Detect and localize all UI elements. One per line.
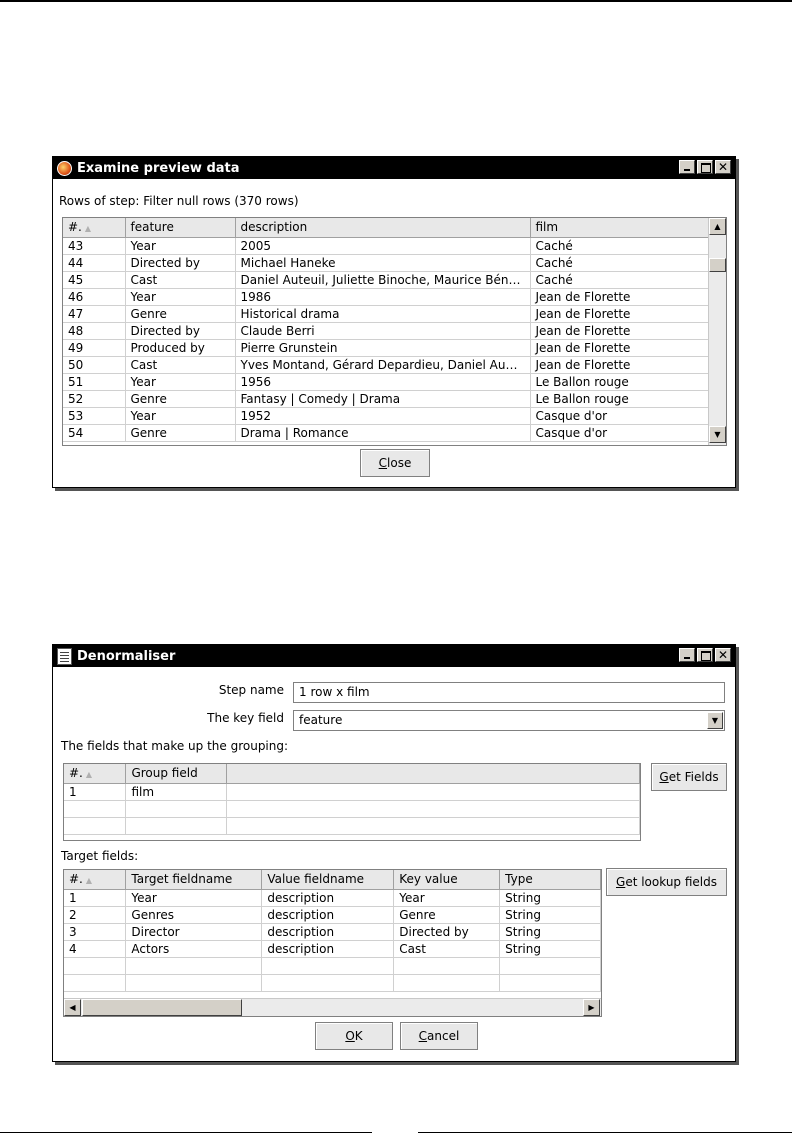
preview-cell[interactable]: Cast — [125, 356, 235, 373]
scroll-right-icon[interactable]: ▶ — [583, 999, 600, 1016]
grouping-cell[interactable] — [64, 817, 126, 834]
target-cell[interactable]: description — [262, 940, 394, 957]
target-cell[interactable]: Year — [126, 889, 262, 906]
cancel-button[interactable] — [400, 1022, 478, 1050]
grouping-cell[interactable]: film — [126, 783, 227, 800]
close-button-label: lose — [387, 456, 412, 470]
target-col-header-label: Target fieldname — [131, 872, 233, 887]
preview-cell[interactable]: Jean de Florette — [530, 339, 708, 356]
preview-row[interactable] — [63, 356, 708, 373]
target-cell[interactable]: Directed by — [394, 923, 500, 940]
preview-row[interactable] — [63, 322, 708, 339]
sort-arrow-icon: ▲ — [85, 876, 93, 886]
preview-cell[interactable]: Le Ballon rouge — [530, 390, 708, 407]
grouping-cell[interactable] — [126, 817, 227, 834]
grouping-grid — [63, 763, 641, 841]
preview-col-header[interactable] — [235, 218, 530, 237]
preview-cell[interactable]: Caché — [530, 271, 708, 288]
target-cell[interactable] — [64, 974, 126, 991]
get-lookup-label: et lookup fields — [625, 875, 717, 889]
preview-cell[interactable]: Drama | Romance — [235, 424, 530, 441]
step-name-input[interactable]: 1 row x film — [293, 682, 725, 703]
preview-window-title: Examine preview data — [77, 160, 240, 176]
target-col-header[interactable] — [126, 870, 262, 889]
preview-cell[interactable]: 46 — [63, 288, 125, 305]
preview-cell[interactable]: Year — [125, 373, 235, 390]
preview-row[interactable] — [63, 424, 708, 441]
grouping-row[interactable] — [64, 800, 640, 817]
preview-cell[interactable]: Casque d'or — [530, 407, 708, 424]
target-row[interactable] — [64, 957, 601, 974]
target-cell[interactable]: Year — [394, 889, 500, 906]
target-row[interactable] — [64, 974, 601, 991]
preview-cell[interactable]: Claude Berri — [235, 322, 530, 339]
preview-cell[interactable]: 53 — [63, 407, 125, 424]
preview-cell[interactable]: 48 — [63, 322, 125, 339]
preview-cell[interactable]: 54 — [63, 424, 125, 441]
preview-cell[interactable]: Le Ballon rouge — [530, 373, 708, 390]
target-col-header-label: Value fieldname — [267, 872, 365, 887]
target-col-header[interactable] — [262, 870, 394, 889]
target-cell[interactable] — [126, 974, 262, 991]
cancel-label: ancel — [427, 1029, 460, 1043]
preview-cell[interactable]: Year — [125, 407, 235, 424]
grouping-header-row — [64, 764, 640, 783]
preview-cell[interactable]: Pierre Grunstein — [235, 339, 530, 356]
page-bottom-rule-left — [0, 1132, 372, 1133]
get-lookup-fields-button[interactable] — [606, 868, 727, 896]
target-cell[interactable] — [126, 957, 262, 974]
preview-cell[interactable]: 51 — [63, 373, 125, 390]
preview-cell[interactable]: Year — [125, 288, 235, 305]
target-cell[interactable]: 4 — [64, 940, 126, 957]
preview-col-header-label: #. — [68, 220, 82, 235]
preview-cell[interactable]: 52 — [63, 390, 125, 407]
target-cell[interactable] — [262, 957, 394, 974]
preview-row[interactable] — [63, 373, 708, 390]
scroll-left-icon[interactable]: ◀ — [64, 999, 81, 1016]
grouping-table — [64, 764, 640, 835]
preview-row[interactable] — [63, 271, 708, 288]
preview-row[interactable] — [63, 305, 708, 322]
preview-grid — [62, 217, 727, 446]
preview-col-header[interactable] — [530, 218, 708, 237]
target-row[interactable] — [64, 889, 601, 906]
target-col-header-label: #. — [69, 872, 83, 887]
target-col-header-label: Type — [505, 872, 533, 887]
preview-table — [63, 218, 709, 442]
preview-cell[interactable]: Caché — [530, 237, 708, 254]
grouping-cell[interactable]: 1 — [64, 783, 126, 800]
scroll-thumb[interactable] — [709, 258, 726, 272]
preview-cell[interactable]: Genre — [125, 424, 235, 441]
minimize-icon[interactable] — [679, 160, 695, 174]
grouping-cell[interactable] — [126, 800, 227, 817]
target-cell[interactable] — [262, 974, 394, 991]
preview-cell[interactable]: 1986 — [235, 288, 530, 305]
preview-cell[interactable]: 1956 — [235, 373, 530, 390]
preview-cell[interactable]: Jean de Florette — [530, 356, 708, 373]
preview-cell[interactable]: 1952 — [235, 407, 530, 424]
preview-cell[interactable]: Directed by — [125, 254, 235, 271]
grouping-row[interactable] — [64, 783, 640, 800]
close-button[interactable] — [360, 449, 430, 477]
target-col-header[interactable] — [64, 870, 126, 889]
preview-cell[interactable]: Directed by — [125, 322, 235, 339]
key-field-label: The key field — [207, 711, 284, 725]
target-cell[interactable]: 3 — [64, 923, 126, 940]
preview-cell[interactable]: 43 — [63, 237, 125, 254]
target-cell[interactable]: String — [500, 923, 601, 940]
close-button-mnemonic: C — [378, 456, 388, 470]
page-top-rule — [0, 0, 792, 2]
target-fields-label: Target fields: — [61, 849, 139, 863]
minimize-icon[interactable] — [679, 648, 695, 662]
preview-col-header[interactable] — [125, 218, 235, 237]
sort-arrow-icon: ▲ — [85, 770, 93, 780]
preview-vertical-scrollbar[interactable] — [708, 218, 727, 445]
preview-col-header-label: film — [535, 220, 559, 235]
preview-cell[interactable]: Fantasy | Comedy | Drama — [235, 390, 530, 407]
target-cell[interactable]: Genres — [126, 906, 262, 923]
grouping-cell[interactable] — [227, 800, 640, 817]
preview-cell[interactable]: Produced by — [125, 339, 235, 356]
grouping-col-header-label: #. — [69, 766, 83, 781]
target-cell[interactable] — [394, 957, 500, 974]
grouping-col-header[interactable] — [227, 764, 640, 783]
preview-cell[interactable]: 44 — [63, 254, 125, 271]
ok-button[interactable] — [315, 1022, 393, 1050]
grouping-label: The fields that make up the grouping: — [61, 739, 289, 753]
target-col-header[interactable] — [394, 870, 500, 889]
target-cell[interactable]: 1 — [64, 889, 126, 906]
preview-cell[interactable]: Jean de Florette — [530, 322, 708, 339]
target-cell[interactable]: String — [500, 940, 601, 957]
denormaliser-window-title: Denormaliser — [77, 648, 176, 664]
preview-row[interactable] — [63, 407, 708, 424]
preview-window — [52, 156, 736, 488]
ok-mnemonic: O — [345, 1029, 355, 1043]
get-fields-mnemonic: G — [659, 770, 669, 784]
close-icon[interactable]: ✕ — [715, 160, 731, 174]
target-horizontal-scrollbar[interactable] — [64, 998, 601, 1016]
maximize-icon[interactable] — [697, 648, 713, 662]
preview-cell[interactable]: Cast — [125, 271, 235, 288]
sort-arrow-icon: ▲ — [84, 224, 92, 234]
preview-row[interactable] — [63, 390, 708, 407]
ok-label: K — [354, 1029, 363, 1043]
step-name-label: Step name — [218, 683, 284, 697]
target-cell[interactable] — [500, 974, 601, 991]
preview-cell[interactable]: 47 — [63, 305, 125, 322]
h-scroll-thumb[interactable] — [82, 999, 242, 1016]
cancel-mnemonic: C — [418, 1029, 428, 1043]
target-grid — [63, 869, 602, 1017]
preview-cell[interactable]: 50 — [63, 356, 125, 373]
target-cell[interactable]: Genre — [394, 906, 500, 923]
preview-header-row — [63, 218, 708, 237]
scroll-down-icon[interactable]: ▼ — [709, 426, 726, 443]
target-cell[interactable] — [64, 957, 126, 974]
get-lookup-mnemonic: G — [616, 875, 626, 889]
target-row[interactable] — [64, 940, 601, 957]
target-cell[interactable]: String — [500, 906, 601, 923]
denormaliser-titlebar[interactable] — [53, 645, 735, 667]
target-cell[interactable]: String — [500, 889, 601, 906]
preview-cell[interactable]: Daniel Auteuil, Juliette Binoche, Maurice Bén… — [235, 271, 530, 288]
preview-cell[interactable]: Jean de Florette — [530, 288, 708, 305]
grouping-cell[interactable] — [64, 800, 126, 817]
target-table — [64, 870, 601, 992]
target-cell[interactable]: description — [262, 923, 394, 940]
close-icon[interactable]: ✕ — [715, 648, 731, 662]
preview-titlebar[interactable] — [53, 157, 735, 179]
grouping-col-header[interactable] — [126, 764, 227, 783]
target-header-row — [64, 870, 601, 889]
target-cell[interactable]: 2 — [64, 906, 126, 923]
grouping-col-header-label: Group field — [131, 766, 198, 781]
preview-cell[interactable]: Caché — [530, 254, 708, 271]
denormaliser-window — [52, 644, 736, 1062]
preview-cell[interactable]: Yves Montand, Gérard Depardieu, Daniel Au… — [235, 356, 530, 373]
preview-row[interactable] — [63, 288, 708, 305]
preview-cell[interactable]: Historical drama — [235, 305, 530, 322]
rows-of-step-label: Rows of step: Filter null rows (370 rows) — [59, 194, 299, 208]
target-row[interactable] — [64, 906, 601, 923]
target-row[interactable] — [64, 923, 601, 940]
get-fields-button[interactable] — [651, 763, 727, 791]
preview-cell[interactable]: Genre — [125, 305, 235, 322]
maximize-icon[interactable] — [697, 160, 713, 174]
target-col-header-label: Key value — [399, 872, 458, 887]
preview-cell[interactable]: 49 — [63, 339, 125, 356]
page-bottom-rule-right — [418, 1132, 792, 1133]
target-col-header[interactable] — [500, 870, 601, 889]
get-fields-label: et Fields — [668, 770, 719, 784]
window-controls — [679, 160, 731, 174]
window-controls — [679, 648, 731, 662]
key-field-value: feature — [299, 713, 343, 727]
preview-row[interactable] — [63, 339, 708, 356]
grouping-cell[interactable] — [227, 783, 640, 800]
preview-col-header-label: description — [240, 220, 308, 235]
preview-cell[interactable]: Jean de Florette — [530, 305, 708, 322]
preview-cell[interactable]: Genre — [125, 390, 235, 407]
chevron-down-icon[interactable]: ▼ — [707, 712, 723, 729]
preview-cell[interactable]: 2005 — [235, 237, 530, 254]
target-cell[interactable] — [500, 957, 601, 974]
target-cell[interactable]: Actors — [126, 940, 262, 957]
grouping-cell[interactable] — [227, 817, 640, 834]
key-field-select[interactable] — [293, 710, 725, 731]
grouping-col-header[interactable] — [64, 764, 126, 783]
scroll-up-icon[interactable]: ▲ — [709, 218, 726, 235]
preview-cell[interactable]: Casque d'or — [530, 424, 708, 441]
preview-row[interactable] — [63, 254, 708, 271]
preview-col-header[interactable] — [63, 218, 125, 237]
target-cell[interactable]: description — [262, 889, 394, 906]
target-cell[interactable]: description — [262, 906, 394, 923]
target-cell[interactable]: Cast — [394, 940, 500, 957]
preview-cell[interactable]: 45 — [63, 271, 125, 288]
app-icon — [57, 161, 72, 176]
preview-row[interactable] — [63, 237, 708, 254]
preview-cell[interactable]: Michael Haneke — [235, 254, 530, 271]
preview-cell[interactable]: Year — [125, 237, 235, 254]
step-icon — [57, 648, 72, 665]
target-cell[interactable]: Director — [126, 923, 262, 940]
grouping-row[interactable] — [64, 817, 640, 834]
preview-col-header-label: feature — [130, 220, 174, 235]
target-cell[interactable] — [394, 974, 500, 991]
